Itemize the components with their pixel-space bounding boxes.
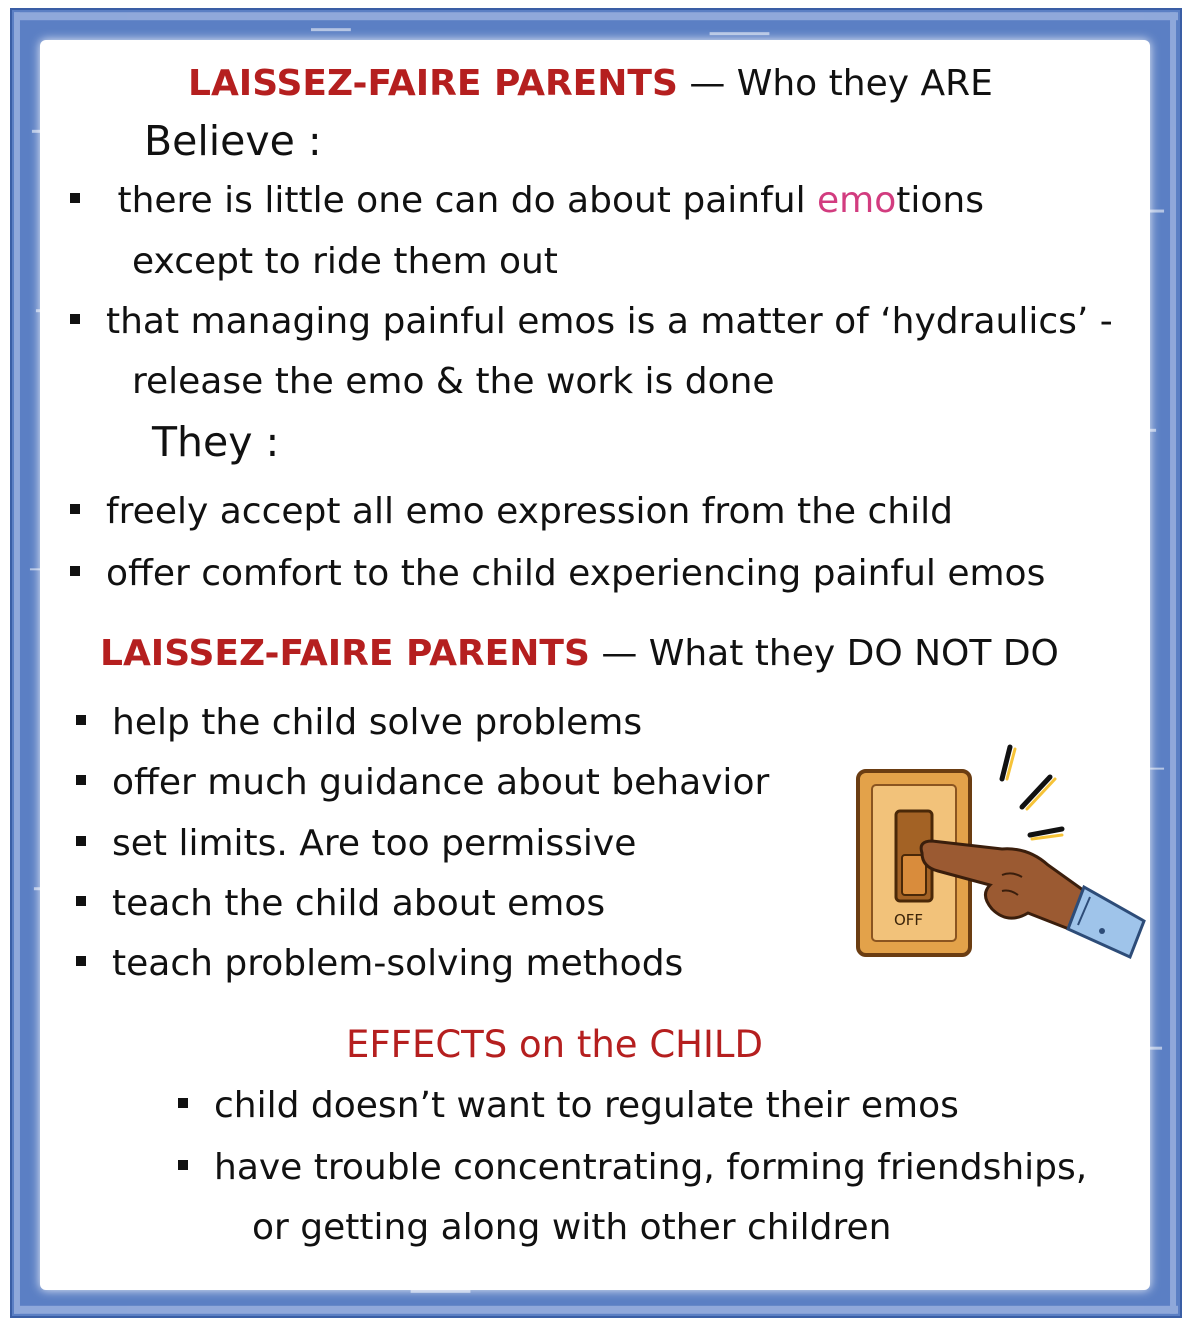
list-item: set limits. Are too permissive [76, 826, 636, 862]
highlighted-word: emo [817, 180, 897, 221]
heading-rest-text: — Who they ARE [677, 63, 993, 104]
list-item: freely accept all emo expression from the child [70, 494, 953, 530]
list-item: that managing painful emos is a matter of ‘hydraulics’ - [70, 304, 1113, 340]
list-item: teach the child about emos [76, 886, 605, 922]
section-heading-who-they-are [188, 63, 993, 104]
list-item-continuation: or getting along with other children [252, 1207, 892, 1248]
heading-rest-text: — What they DO NOT DO [589, 633, 1059, 674]
list-item [70, 180, 984, 221]
list-item-continuation: except to ride them out [132, 241, 558, 282]
heading-red-text: LAISSEZ-FAIRE PARENTS [188, 63, 678, 104]
list-item: child doesn’t want to regulate their emos [178, 1088, 959, 1124]
believe-label: Believe : [144, 117, 322, 165]
list-item: offer comfort to the child experiencing painful emos [70, 556, 1045, 592]
light-switch-off-icon [852, 735, 1152, 965]
list-item: help the child solve problems [76, 705, 642, 741]
list-item-continuation: release the emo & the work is done [132, 361, 775, 402]
item-text-suffix: tions [896, 180, 984, 221]
effects-heading: EFFECTS on the CHILD [346, 1023, 764, 1066]
list-item: teach problem-solving methods [76, 946, 683, 982]
list-item: offer much guidance about behavior [76, 765, 769, 801]
list-item: have trouble concentrating, forming friendships, [178, 1150, 1087, 1186]
heading-red-text: LAISSEZ-FAIRE PARENTS [100, 633, 590, 674]
section-heading-do-not-do [100, 633, 1059, 674]
they-label: They : [152, 418, 280, 466]
switch-off-label: OFF [894, 911, 924, 929]
item-text: there is little one can do about painful [117, 180, 818, 221]
